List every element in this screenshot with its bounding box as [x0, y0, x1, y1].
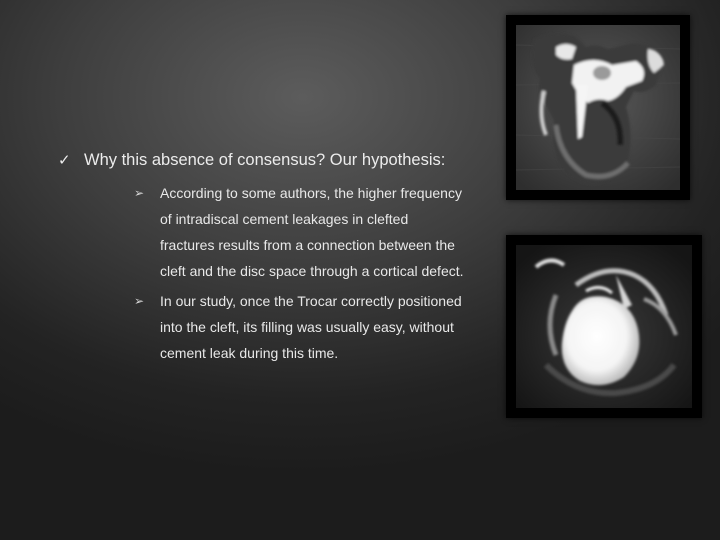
ct-scan-cement-filled-cleft-image	[516, 245, 692, 408]
arrow-bullet-icon: ➢	[134, 186, 145, 200]
ct-image-bottom	[506, 235, 702, 418]
sub-bullet-list	[134, 180, 464, 366]
sub-bullet	[134, 288, 464, 366]
sub-bullet-text: In our study, once the Trocar correctly positioned into the cleft, its filling was usually easy, without cement leak during this time.	[160, 293, 462, 361]
bullet-content	[58, 148, 478, 370]
ct-scan-axial-vertebra-image	[516, 25, 680, 190]
sub-bullet	[134, 180, 464, 284]
arrow-bullet-icon: ➢	[134, 294, 145, 308]
ct-image-top	[506, 15, 690, 200]
main-bullet-text: Why this absence of consensus? Our hypothesis:	[84, 151, 446, 169]
main-bullet	[58, 148, 478, 172]
sub-bullet-text: According to some authors, the higher frequency of intradiscal cement leakages in clefted fractures results from a connection between the cleft and the disc space through a cortical defect.	[160, 185, 464, 279]
checkmark-icon: ✓	[58, 151, 71, 169]
